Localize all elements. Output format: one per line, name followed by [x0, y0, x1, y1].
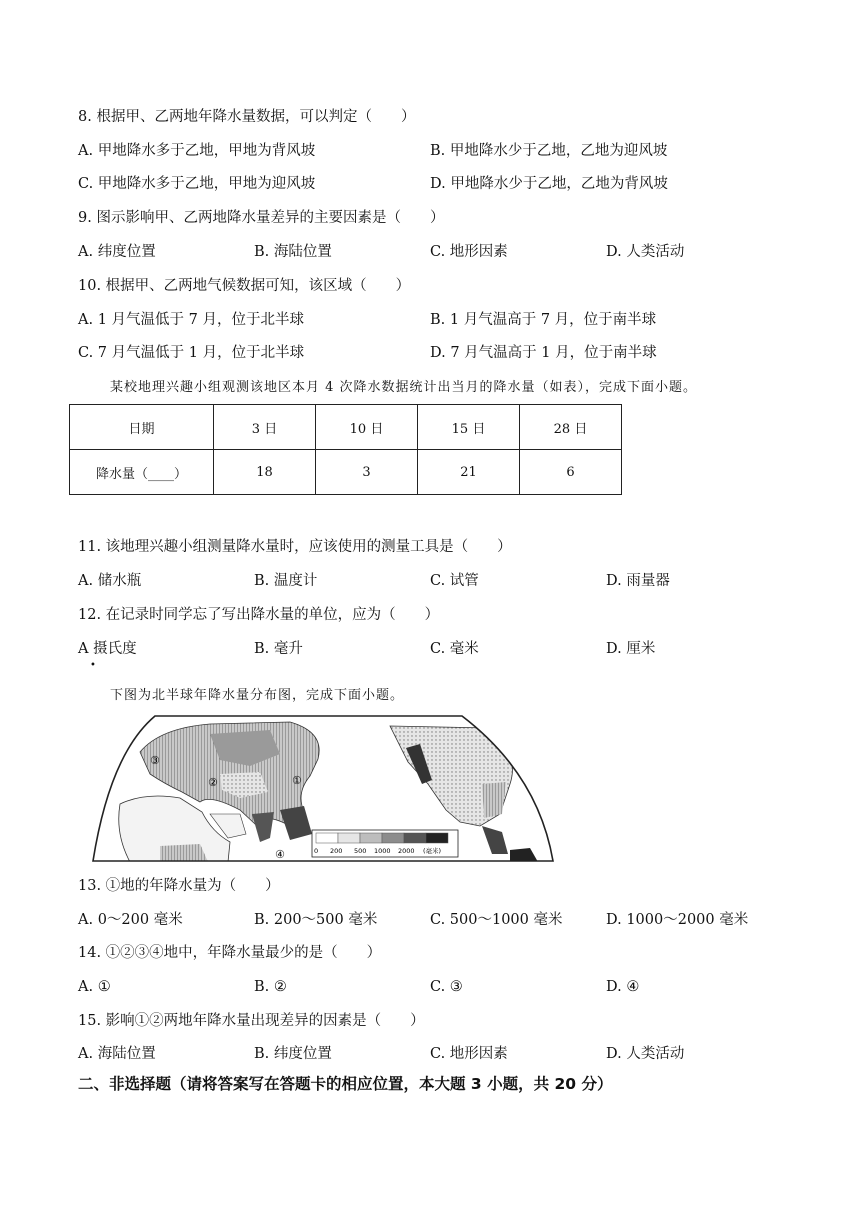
question-9-option-c: C. 地形因素 — [430, 244, 508, 260]
question-12-option-a: A 摄氏度 — [78, 641, 137, 657]
table-row — [70, 405, 622, 450]
table-intro-text: 某校地理兴趣小组观测该地区本月 4 次降水数据统计出当月的降水量（如表），完成下面小题。 — [110, 380, 698, 395]
question-15-option-b: B. 纬度位置 — [254, 1046, 332, 1062]
stray-dot: • — [90, 660, 96, 671]
question-11-option-c: C. 试管 — [430, 573, 479, 589]
table-row — [70, 450, 622, 495]
question-8-option-a: A. 甲地降水多于乙地，甲地为背风坡 — [78, 143, 316, 159]
table-value-cell: 6 — [520, 450, 622, 495]
question-10-option-b: B. 1 月气温高于 7 月，位于南半球 — [430, 312, 657, 328]
marker-4: ④ — [275, 848, 285, 861]
section-2-heading: 二、非选择题（请将答案写在答题卡的相应位置，本大题 3 小题，共 20 分） — [78, 1075, 613, 1093]
question-14-option-d: D. ④ — [606, 979, 640, 995]
table-date-cell: 28 日 — [520, 405, 622, 450]
map-intro-text: 下图为北半球年降水量分布图，完成下面小题。 — [110, 688, 405, 703]
question-15-option-a: A. 海陆位置 — [78, 1046, 156, 1062]
question-12-option-c: C. 毫米 — [430, 641, 479, 657]
precipitation-table — [69, 404, 622, 495]
question-11-option-a: A. 储水瓶 — [78, 573, 142, 589]
question-12-option-b: B. 毫升 — [254, 641, 303, 657]
marker-3: ③ — [150, 754, 160, 767]
table-date-cell: 10 日 — [316, 405, 418, 450]
table-header-label: 日期 — [70, 405, 214, 450]
legend-swatch — [338, 833, 360, 843]
question-11-option-d: D. 雨量器 — [606, 573, 670, 589]
question-13-option-d: D. 1000～2000 毫米 — [606, 912, 749, 928]
question-9-option-d: D. 人类活动 — [606, 244, 685, 260]
question-9-option-a: A. 纬度位置 — [78, 244, 156, 260]
marker-2: ② — [208, 776, 218, 789]
precipitation-map — [90, 714, 556, 862]
question-13-option-b: B. 200～500 毫米 — [254, 912, 378, 928]
question-8-stem: 8. 根据甲、乙两地年降水量数据，可以判定（ ） — [78, 109, 416, 125]
question-15-option-d: D. 人类活动 — [606, 1046, 685, 1062]
question-11-option-b: B. 温度计 — [254, 573, 318, 589]
legend-tick: 500 — [354, 847, 367, 855]
table-date-cell: 15 日 — [418, 405, 520, 450]
legend-tick: 2000 — [398, 847, 415, 855]
legend-swatch — [426, 833, 448, 843]
question-8-option-b: B. 甲地降水少于乙地，乙地为迎风坡 — [430, 143, 668, 159]
table-value-cell: 3 — [316, 450, 418, 495]
legend-tick: 200 — [330, 847, 343, 855]
question-10-option-c: C. 7 月气温低于 1 月，位于北半球 — [78, 345, 305, 361]
legend-swatch — [316, 833, 338, 843]
question-14-option-c: C. ③ — [430, 979, 463, 995]
question-8-option-c: C. 甲地降水多于乙地，甲地为迎风坡 — [78, 176, 316, 192]
legend-swatch — [404, 833, 426, 843]
question-15-stem: 15. 影响①②两地年降水量出现差异的因素是（ ） — [78, 1013, 425, 1029]
legend-tick: 0 — [314, 847, 319, 855]
legend-swatch — [360, 833, 382, 843]
africa-wet-shape — [160, 844, 208, 862]
question-11-stem: 11. 该地理兴趣小组测量降水量时，应该使用的测量工具是（ ） — [78, 539, 512, 555]
question-14-option-a: A. ① — [78, 979, 111, 995]
greenland-shape — [510, 718, 546, 744]
question-10-option-d: D. 7 月气温高于 1 月，位于南半球 — [430, 345, 657, 361]
question-10-stem: 10. 根据甲、乙两地气候数据可知，该区域（ ） — [78, 278, 411, 294]
legend-unit: (毫米) — [423, 847, 442, 855]
question-14-option-b: B. ② — [254, 979, 287, 995]
question-14-stem: 14. ①②③④地中，年降水量最少的是（ ） — [78, 945, 382, 961]
table-row-label: 降水量（____） — [70, 450, 214, 495]
question-10-option-a: A. 1 月气温低于 7 月，位于北半球 — [78, 312, 304, 328]
question-9-option-b: B. 海陆位置 — [254, 244, 332, 260]
marker-1: ① — [292, 774, 302, 787]
table-value-cell: 21 — [418, 450, 520, 495]
legend-swatch — [382, 833, 404, 843]
question-12-stem: 12. 在记录时同学忘了写出降水量的单位，应为（ ） — [78, 607, 440, 623]
question-12-option-d: D. 厘米 — [606, 641, 656, 657]
table-value-cell: 18 — [214, 450, 316, 495]
question-13-option-c: C. 500～1000 毫米 — [430, 912, 563, 928]
question-13-option-a: A. 0～200 毫米 — [78, 912, 183, 928]
question-15-option-c: C. 地形因素 — [430, 1046, 508, 1062]
table-date-cell: 3 日 — [214, 405, 316, 450]
legend-tick: 1000 — [374, 847, 391, 855]
question-9-stem: 9. 图示影响甲、乙两地降水量差异的主要因素是（ ） — [78, 210, 445, 226]
question-13-stem: 13. ①地的年降水量为（ ） — [78, 878, 280, 894]
question-8-option-d: D. 甲地降水少于乙地，乙地为背风坡 — [430, 176, 668, 192]
